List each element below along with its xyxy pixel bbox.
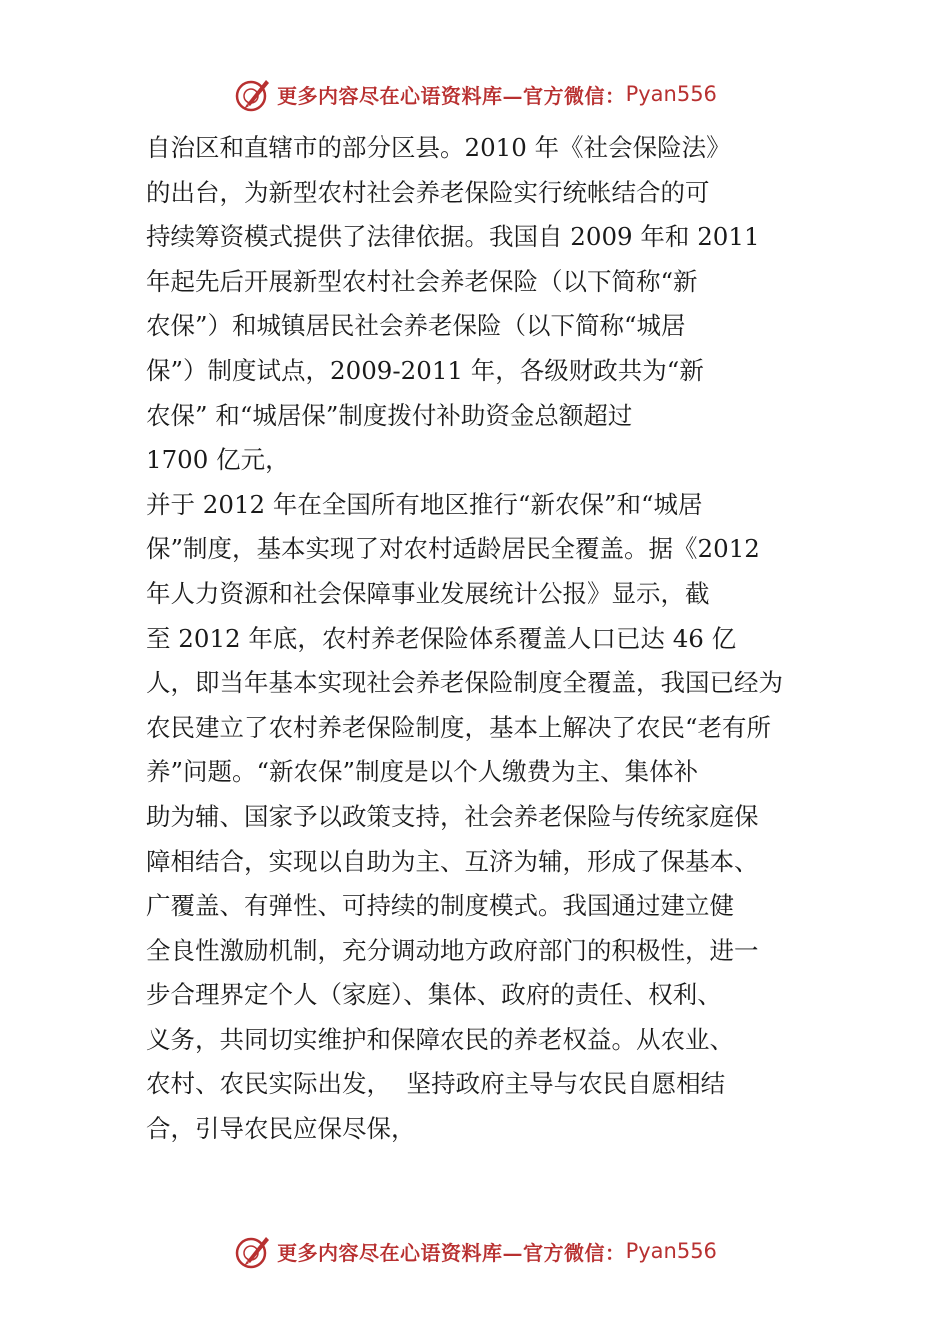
text-line: 人，即当年基本实现社会养老保险制度全覆盖，我国已经为 [146,668,783,698]
footer-wechat-id: Pyan556 [625,1239,717,1263]
text-line: 农村、农民实际出发， 坚持政府主导与农民自愿相结 [146,1069,726,1099]
text-line: 义务，共同切实维护和保障农民的养老权益。从农业、 [146,1024,734,1054]
text-line: 持续筹资模式提供了法律依据。我国自 2009 年和 2011 [146,222,760,252]
text-line: 保”）制度试点，2009-2011 年，各级财政共为“新 [146,355,704,385]
text-line: 障相结合，实现以自助为主、互济为辅，形成了保基本、 [146,846,759,876]
text-line: 全良性激励机制，充分调动地方政府部门的积极性，进一 [146,935,759,965]
text-line: 至 2012 年底，农村养老保险体系覆盖人口已达 46 亿 [146,623,737,653]
quill-pen-logo-icon [233,1231,273,1271]
text-line: 助为辅、国家予以政策支持，社会养老保险与传统家庭保 [146,801,759,831]
text-line: 农保”）和城镇居民社会养老保险（以下简称“城居 [146,311,686,341]
header-banner [0,72,950,116]
text-line: 自治区和直辖市的部分区县。2010 年《社会保险法》 [146,133,731,162]
text-line: 合，引导农民应保尽保， [146,1114,416,1144]
text-line: 步合理界定个人（家庭）、集体、政府的责任、权利、 [146,980,722,1010]
text-line: 农保” 和“城居保”制度拨付补助资金总额超过 [146,400,633,430]
text-line: 广覆盖、有弹性、可持续的制度模式。我国通过建立健 [146,891,734,921]
header-wechat-id: Pyan556 [625,82,717,106]
text-line: 年起先后开展新型农村社会养老保险（以下简称“新 [146,266,698,296]
text-line: 年人力资源和社会保障事业发展统计公报》显示，截 [146,578,710,608]
text-line: 保”制度，基本实现了对农村适龄居民全覆盖。据《2012 [146,534,760,564]
document-body [146,126,836,1152]
quill-pen-logo-icon [233,74,273,114]
text-line: 的出台，为新型农村社会养老保险实行统帐结合的可 [146,177,710,207]
text-line: 农民建立了农村养老保险制度，基本上解决了农民“老有所 [146,712,772,742]
text-line: 养”问题。“新农保”制度是以个人缴费为主、集体补 [146,757,699,787]
text-line: 1700 亿元， [146,445,290,475]
header-banner-text: 更多内容尽在心语资料库—官方微信： [277,83,626,108]
footer-banner-text: 更多内容尽在心语资料库—官方微信： [277,1240,626,1265]
text-line: 并于 2012 年在全国所有地区推行“新农保”和“城居 [146,489,703,519]
footer-banner [0,1229,950,1273]
